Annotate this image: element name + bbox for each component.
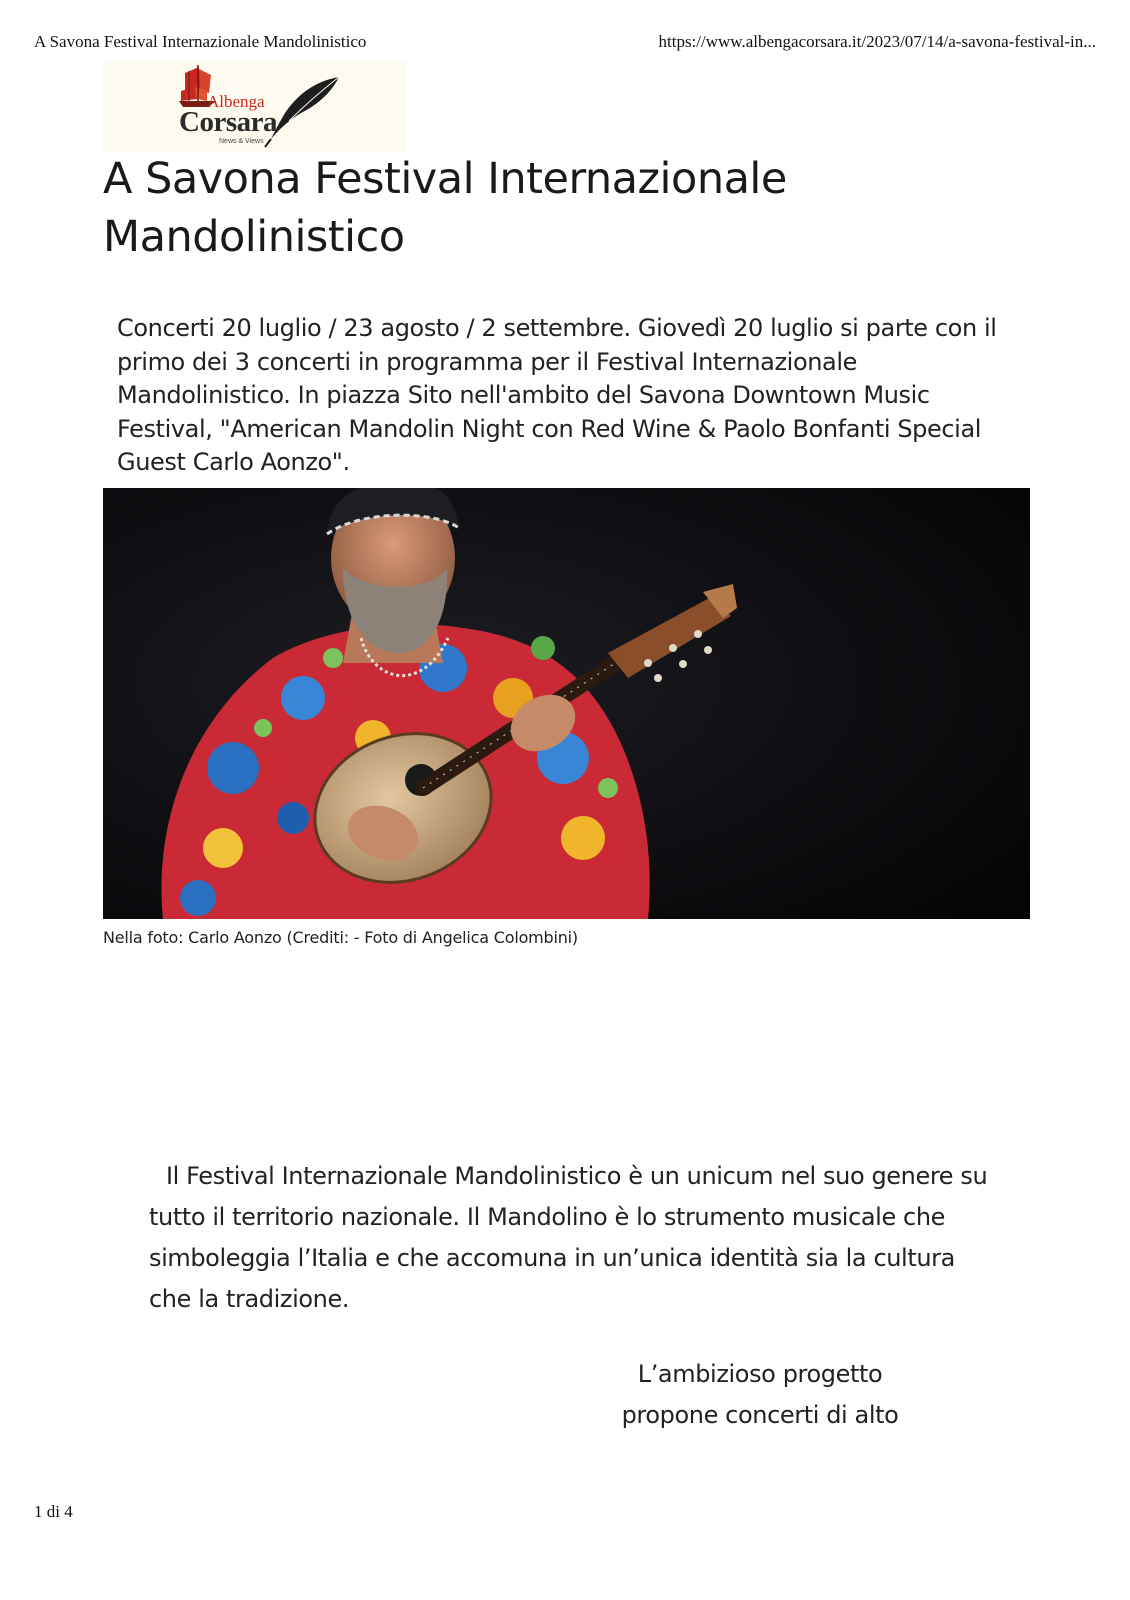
photo-caption: Nella foto: Carlo Aonzo (Crediti: - Foto di Angelica Colombini) [103,928,578,947]
print-header-url: https://www.albengacorsara.it/2023/07/14/a-savona-festival-in... [658,32,1096,51]
logo-text-tagline: News & Views [219,138,264,145]
logo-text-albenga: Albenga [207,92,265,111]
print-header-title: A Savona Festival Internazionale Mandolinistico [34,32,367,51]
page-number: 1 di 4 [34,1502,73,1521]
article-photo [103,488,1030,919]
site-logo[interactable] [103,61,405,152]
logo-text-corsara: Corsara [179,106,277,138]
body-paragraph-2: L’ambizioso progetto propone concerti di alto [621,1360,899,1429]
article-summary: Concerti 20 luglio / 23 agosto / 2 settembre. Giovedì 20 luglio si parte con il primo dei 3 concerti in programma per il Festival Internazionale Mandolinistico. In piazza Sito nell'ambito del Savona Downtown Music Festival, "American Mandolin Night con Red Wine & Paolo Bonfanti Special Guest Carlo Aonzo". [117,314,997,476]
article-title: A Savona Festival Internazionale Mandolinistico [103,154,787,262]
body-paragraph-1: Il Festival Internazionale Mandolinistico è un unicum nel suo genere su tutto il territorio nazionale. Il Mandolino è lo strumento musicale che simboleggia l’Italia e che accomuna in un’unica identità sia la cultura che la tradizione. [149,1162,988,1313]
